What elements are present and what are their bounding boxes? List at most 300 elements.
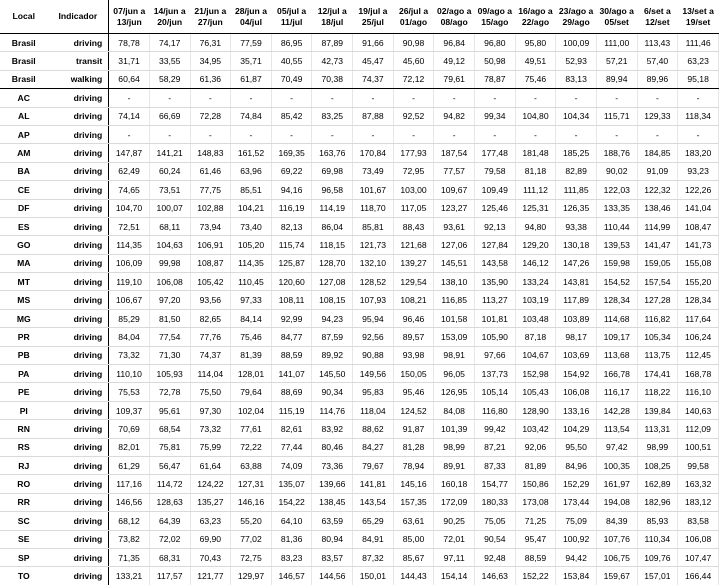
value-cell: 57,40 — [637, 52, 678, 70]
column-header-week — [393, 0, 434, 34]
location-cell: PI — [0, 401, 48, 419]
value-cell: 122,32 — [637, 181, 678, 199]
value-cell: 84,91 — [353, 530, 394, 548]
value-cell: 81,36 — [271, 530, 312, 548]
value-cell: 82,01 — [109, 438, 150, 456]
value-cell: 113,31 — [637, 420, 678, 438]
value-cell: 152,29 — [556, 475, 597, 493]
value-cell: 77,59 — [231, 34, 272, 52]
indicator-cell: driving — [48, 291, 109, 309]
value-cell: 116,80 — [475, 401, 516, 419]
value-cell: 157,54 — [637, 273, 678, 291]
value-cell: 103,00 — [393, 181, 434, 199]
column-header-week — [515, 0, 556, 34]
value-cell: 105,14 — [475, 383, 516, 401]
value-cell: 129,20 — [515, 236, 556, 254]
value-cell: 99,42 — [475, 420, 516, 438]
value-cell: 105,43 — [515, 383, 556, 401]
table-row — [0, 125, 719, 143]
value-cell: 105,34 — [637, 328, 678, 346]
value-cell: 118,22 — [637, 383, 678, 401]
value-cell: 90,02 — [596, 162, 637, 180]
value-cell: 126,95 — [434, 383, 475, 401]
week-end-label: 27/jun — [197, 16, 223, 27]
value-cell: - — [271, 89, 312, 107]
table-row — [0, 309, 719, 327]
value-cell: 166,44 — [678, 567, 719, 585]
value-cell: 146,56 — [109, 493, 150, 511]
value-cell: 80,94 — [312, 530, 353, 548]
value-cell: 110,44 — [596, 217, 637, 235]
table-row — [0, 89, 719, 107]
value-cell: 113,75 — [637, 346, 678, 364]
table-body — [0, 34, 719, 585]
value-cell: 157,01 — [637, 567, 678, 585]
value-cell: 69,22 — [271, 162, 312, 180]
location-cell: GO — [0, 236, 48, 254]
table-row — [0, 512, 719, 530]
value-cell: 87,33 — [475, 456, 516, 474]
value-cell: 170,84 — [353, 144, 394, 162]
value-cell: 71,25 — [515, 512, 556, 530]
value-cell: 133,24 — [515, 273, 556, 291]
value-cell: 109,37 — [109, 401, 150, 419]
value-cell: 68,12 — [109, 512, 150, 530]
value-cell: 99,34 — [475, 107, 516, 125]
column-header-week — [149, 0, 190, 34]
location-cell: MS — [0, 291, 48, 309]
value-cell: 68,54 — [149, 420, 190, 438]
value-cell: 73,82 — [109, 530, 150, 548]
indicator-cell: driving — [48, 107, 109, 125]
value-cell: 124,52 — [393, 401, 434, 419]
indicator-cell: driving — [48, 438, 109, 456]
indicator-cell: walking — [48, 70, 109, 88]
value-cell: 142,28 — [596, 401, 637, 419]
location-cell: MT — [0, 273, 48, 291]
value-cell: 124,22 — [190, 475, 231, 493]
column-header-indicador: Indicador — [48, 0, 109, 34]
value-cell: 92,06 — [515, 438, 556, 456]
table-row — [0, 107, 719, 125]
value-cell: 98,99 — [637, 438, 678, 456]
location-cell: Brasil — [0, 70, 48, 88]
value-cell: 89,92 — [312, 346, 353, 364]
indicator-cell: driving — [48, 346, 109, 364]
week-start-label: 23/ago a — [558, 5, 594, 16]
value-cell: 92,48 — [475, 548, 516, 566]
value-cell: 61,36 — [190, 70, 231, 88]
value-cell: 78,78 — [109, 34, 150, 52]
value-cell: 122,03 — [596, 181, 637, 199]
value-cell: 146,57 — [271, 567, 312, 585]
value-cell: 135,07 — [271, 475, 312, 493]
value-cell: 91,66 — [353, 34, 394, 52]
value-cell: 60,64 — [109, 70, 150, 88]
value-cell: 102,88 — [190, 199, 231, 217]
value-cell: 120,60 — [271, 273, 312, 291]
value-cell: 141,47 — [637, 236, 678, 254]
value-cell: 128,90 — [515, 401, 556, 419]
value-cell: 139,27 — [393, 254, 434, 272]
value-cell: 143,54 — [353, 493, 394, 511]
table-row — [0, 365, 719, 383]
value-cell: 162,89 — [637, 475, 678, 493]
value-cell: 103,89 — [556, 309, 597, 327]
value-cell: 113,27 — [475, 291, 516, 309]
value-cell: 98,91 — [434, 346, 475, 364]
value-cell: 180,33 — [475, 493, 516, 511]
value-cell: 111,85 — [556, 181, 597, 199]
value-cell: 145,50 — [312, 365, 353, 383]
value-cell: 155,20 — [678, 273, 719, 291]
value-cell: 72,28 — [190, 107, 231, 125]
value-cell: 112,09 — [678, 420, 719, 438]
value-cell: 122,26 — [678, 181, 719, 199]
location-cell: AP — [0, 125, 48, 143]
week-end-label: 15/ago — [481, 16, 509, 27]
indicator-cell: driving — [48, 328, 109, 346]
value-cell: 56,47 — [149, 456, 190, 474]
value-cell: 96,58 — [312, 181, 353, 199]
value-cell: - — [637, 89, 678, 107]
value-cell: 83,58 — [678, 512, 719, 530]
value-cell: 90,88 — [353, 346, 394, 364]
column-header-week — [434, 0, 475, 34]
value-cell: 173,08 — [515, 493, 556, 511]
value-cell: 144,43 — [393, 567, 434, 585]
value-cell: 106,24 — [678, 328, 719, 346]
value-cell: 78,94 — [393, 456, 434, 474]
value-cell: 90,25 — [434, 512, 475, 530]
value-cell: 114,76 — [312, 401, 353, 419]
value-cell: 119,10 — [109, 273, 150, 291]
value-cell: 107,93 — [353, 291, 394, 309]
value-cell: 82,61 — [271, 420, 312, 438]
value-cell: 117,05 — [393, 199, 434, 217]
value-cell: 79,64 — [231, 383, 272, 401]
value-cell: 83,92 — [312, 420, 353, 438]
value-cell: 144,56 — [312, 567, 353, 585]
location-cell: Brasil — [0, 52, 48, 70]
value-cell: 97,33 — [231, 291, 272, 309]
value-cell: 70,49 — [271, 70, 312, 88]
value-cell: 93,98 — [393, 346, 434, 364]
value-cell: 90,98 — [393, 34, 434, 52]
value-cell: 110,45 — [231, 273, 272, 291]
value-cell: 68,31 — [149, 548, 190, 566]
indicator-cell: driving — [48, 548, 109, 566]
value-cell: 75,46 — [515, 70, 556, 88]
value-cell: 34,95 — [190, 52, 231, 70]
table-row — [0, 162, 719, 180]
value-cell: 135,27 — [190, 493, 231, 511]
value-cell: 60,24 — [149, 162, 190, 180]
value-cell: - — [190, 89, 231, 107]
value-cell: 116,85 — [434, 291, 475, 309]
value-cell: 139,66 — [312, 475, 353, 493]
value-cell: 63,59 — [312, 512, 353, 530]
value-cell: 95,18 — [678, 70, 719, 88]
value-cell: 76,31 — [190, 34, 231, 52]
column-header-local: Local — [0, 0, 48, 34]
value-cell: 83,13 — [556, 70, 597, 88]
value-cell: 112,45 — [678, 346, 719, 364]
location-cell: RS — [0, 438, 48, 456]
value-cell: 118,34 — [678, 107, 719, 125]
value-cell: 114,19 — [312, 199, 353, 217]
value-cell: 92,56 — [353, 328, 394, 346]
value-cell: 109,17 — [596, 328, 637, 346]
value-cell: 107,47 — [678, 548, 719, 566]
value-cell: 83,23 — [271, 548, 312, 566]
indicator-cell: driving — [48, 199, 109, 217]
value-cell: 85,51 — [231, 181, 272, 199]
value-cell: 104,34 — [556, 107, 597, 125]
week-start-label: 05/jul a — [277, 5, 307, 16]
value-cell: 183,12 — [678, 493, 719, 511]
value-cell: 103,19 — [515, 291, 556, 309]
value-cell: 116,82 — [637, 309, 678, 327]
value-cell: - — [312, 125, 353, 143]
value-cell: 145,51 — [434, 254, 475, 272]
value-cell: 85,81 — [353, 217, 394, 235]
value-cell: 61,64 — [190, 456, 231, 474]
value-cell: 88,59 — [271, 346, 312, 364]
value-cell: 64,39 — [149, 512, 190, 530]
table-row — [0, 199, 719, 217]
value-cell: 127,28 — [637, 291, 678, 309]
value-cell: 82,65 — [190, 309, 231, 327]
value-cell: 103,69 — [556, 346, 597, 364]
value-cell: 64,10 — [271, 512, 312, 530]
value-cell: 105,42 — [190, 273, 231, 291]
week-start-label: 13/set a — [682, 5, 714, 16]
value-cell: 50,98 — [475, 52, 516, 70]
indicator-cell: driving — [48, 181, 109, 199]
value-cell: - — [434, 89, 475, 107]
week-start-label: 26/jul a — [398, 5, 429, 16]
value-cell: 152,22 — [515, 567, 556, 585]
value-cell: 111,46 — [678, 34, 719, 52]
week-end-label: 25/jul — [361, 16, 384, 27]
table-row — [0, 236, 719, 254]
value-cell: 95,94 — [353, 309, 394, 327]
value-cell: 115,71 — [596, 107, 637, 125]
value-cell: 141,07 — [271, 365, 312, 383]
value-cell: 92,52 — [393, 107, 434, 125]
value-cell: 85,93 — [637, 512, 678, 530]
value-cell: 108,25 — [637, 456, 678, 474]
value-cell: 154,77 — [475, 475, 516, 493]
value-cell: 96,80 — [475, 34, 516, 52]
value-cell: 161,52 — [231, 144, 272, 162]
value-cell: 82,89 — [556, 162, 597, 180]
value-cell: 74,14 — [109, 107, 150, 125]
value-cell: 72,95 — [393, 162, 434, 180]
value-cell: 95,83 — [353, 383, 394, 401]
value-cell: 90,34 — [312, 383, 353, 401]
indicator-cell: transit — [48, 52, 109, 70]
value-cell: 105,90 — [475, 328, 516, 346]
value-cell: - — [109, 89, 150, 107]
value-cell: 113,68 — [596, 346, 637, 364]
value-cell: 75,53 — [109, 383, 150, 401]
value-cell: 106,08 — [149, 273, 190, 291]
value-cell: 128,70 — [312, 254, 353, 272]
value-cell: 94,80 — [515, 217, 556, 235]
value-cell: 107,76 — [596, 530, 637, 548]
value-cell: 123,27 — [434, 199, 475, 217]
column-header-week — [596, 0, 637, 34]
value-cell: 95,50 — [556, 438, 597, 456]
value-cell: 86,04 — [312, 217, 353, 235]
value-cell: 87,59 — [312, 328, 353, 346]
value-cell: - — [393, 89, 434, 107]
table-row — [0, 420, 719, 438]
value-cell: - — [353, 89, 394, 107]
value-cell: 105,20 — [231, 236, 272, 254]
indicator-cell: driving — [48, 365, 109, 383]
value-cell: 81,28 — [393, 438, 434, 456]
table-row — [0, 34, 719, 52]
value-cell: 100,51 — [678, 438, 719, 456]
week-end-label: 13/jun — [116, 16, 142, 27]
value-cell: 31,71 — [109, 52, 150, 70]
value-cell: 65,29 — [353, 512, 394, 530]
value-cell: 127,31 — [231, 475, 272, 493]
value-cell: 72,75 — [231, 548, 272, 566]
week-end-label: 18/jul — [321, 16, 344, 27]
value-cell: 141,21 — [149, 144, 190, 162]
value-cell: 93,38 — [556, 217, 597, 235]
value-cell: 101,58 — [434, 309, 475, 327]
value-cell: 159,67 — [596, 567, 637, 585]
value-cell: 92,13 — [475, 217, 516, 235]
table-row — [0, 456, 719, 474]
value-cell: 160,18 — [434, 475, 475, 493]
value-cell: 86,95 — [271, 34, 312, 52]
value-cell: 106,67 — [109, 291, 150, 309]
value-cell: - — [475, 125, 516, 143]
week-end-label: 22/ago — [521, 16, 550, 27]
value-cell: 74,37 — [190, 346, 231, 364]
value-cell: 49,51 — [515, 52, 556, 70]
value-cell: 184,85 — [637, 144, 678, 162]
location-cell: MG — [0, 309, 48, 327]
column-header-week — [312, 0, 353, 34]
value-cell: 146,16 — [231, 493, 272, 511]
value-cell: 163,32 — [678, 475, 719, 493]
indicator-cell: driving — [48, 34, 109, 52]
location-cell: ES — [0, 217, 48, 235]
column-header-week — [475, 0, 516, 34]
value-cell: 109,76 — [637, 548, 678, 566]
value-cell: 89,94 — [596, 70, 637, 88]
value-cell: 77,57 — [434, 162, 475, 180]
value-cell: 95,61 — [149, 401, 190, 419]
value-cell: 94,16 — [271, 181, 312, 199]
value-cell: 181,48 — [515, 144, 556, 162]
value-cell: 55,20 — [231, 512, 272, 530]
value-cell: 104,80 — [515, 107, 556, 125]
value-cell: 68,11 — [149, 217, 190, 235]
value-cell: 85,67 — [393, 548, 434, 566]
week-end-label: 29/ago — [562, 16, 590, 27]
location-cell: TO — [17, 571, 30, 582]
value-cell: 105,93 — [149, 365, 190, 383]
value-cell: 149,56 — [353, 365, 394, 383]
value-cell: 110,10 — [109, 365, 150, 383]
value-cell: 69,90 — [190, 530, 231, 548]
indicator-cell: driving — [48, 512, 109, 530]
value-cell: 49,12 — [434, 52, 475, 70]
value-cell: 70,43 — [190, 548, 231, 566]
value-cell: 128,34 — [596, 291, 637, 309]
value-cell: 70,69 — [109, 420, 150, 438]
value-cell: 100,07 — [149, 199, 190, 217]
value-cell: 154,14 — [434, 567, 475, 585]
indicator-cell: driving — [48, 567, 109, 585]
value-cell: 153,09 — [434, 328, 475, 346]
value-cell: 137,73 — [475, 365, 516, 383]
value-cell: 157,35 — [393, 493, 434, 511]
value-cell: 106,08 — [556, 383, 597, 401]
value-cell: 89,96 — [637, 70, 678, 88]
value-cell: 96,84 — [434, 34, 475, 52]
value-cell: 130,18 — [556, 236, 597, 254]
value-cell: 81,50 — [149, 309, 190, 327]
value-cell: 85,42 — [271, 107, 312, 125]
value-cell: 125,46 — [475, 199, 516, 217]
column-header-week — [231, 0, 272, 34]
value-cell: - — [678, 89, 719, 107]
value-cell: 129,54 — [393, 273, 434, 291]
value-cell: 155,08 — [678, 254, 719, 272]
indicator-cell: driving — [48, 236, 109, 254]
week-start-label: 09/ago a — [477, 5, 513, 16]
value-cell: 104,63 — [149, 236, 190, 254]
value-cell: 121,68 — [393, 236, 434, 254]
value-cell: 77,75 — [190, 181, 231, 199]
value-cell: 108,15 — [312, 291, 353, 309]
value-cell: 101,81 — [475, 309, 516, 327]
value-cell: 106,91 — [190, 236, 231, 254]
value-cell: 81,18 — [515, 162, 556, 180]
table-row — [0, 548, 719, 566]
value-cell: 83,25 — [312, 107, 353, 125]
value-cell: 80,46 — [312, 438, 353, 456]
value-cell: 81,39 — [231, 346, 272, 364]
value-cell: 94,23 — [312, 309, 353, 327]
value-cell: 95,46 — [393, 383, 434, 401]
week-end-label: 20/jun — [157, 16, 183, 27]
value-cell: 168,78 — [678, 365, 719, 383]
week-end-label: 01/ago — [399, 16, 428, 27]
value-cell: 141,81 — [353, 475, 394, 493]
value-cell: 100,92 — [556, 530, 597, 548]
value-cell: 74,37 — [353, 70, 394, 88]
table-row — [0, 273, 719, 291]
indicator-cell: driving — [48, 125, 109, 143]
value-cell: 133,35 — [596, 199, 637, 217]
value-cell: 106,09 — [109, 254, 150, 272]
value-cell: 93,61 — [434, 217, 475, 235]
value-cell: 94,82 — [434, 107, 475, 125]
value-cell: 78,87 — [475, 70, 516, 88]
value-cell: 126,35 — [556, 199, 597, 217]
value-cell: 73,32 — [109, 346, 150, 364]
